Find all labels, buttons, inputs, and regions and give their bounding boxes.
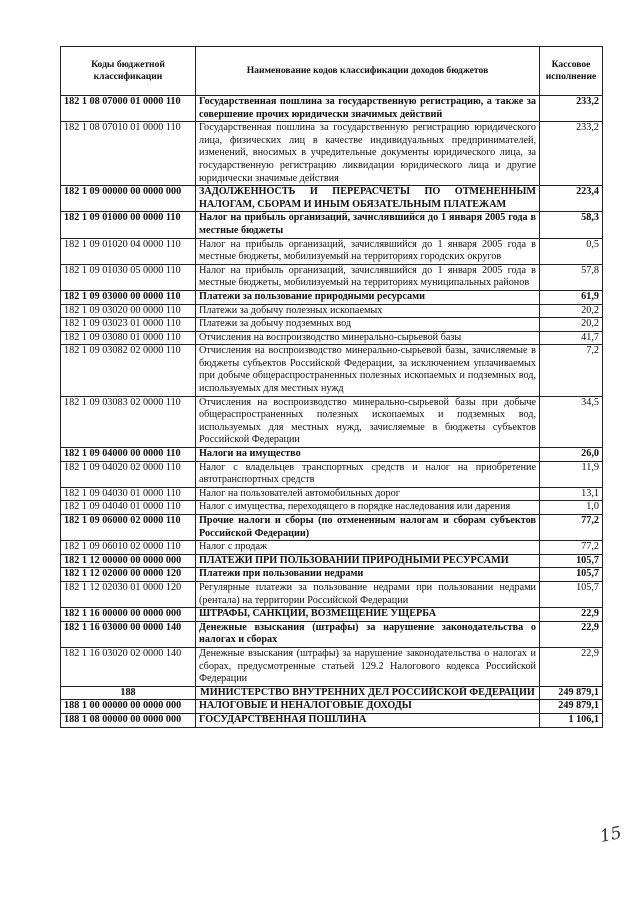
table-row <box>61 501 603 515</box>
code-cell: 182 1 09 03080 01 0000 110 <box>61 331 196 345</box>
table-row <box>61 487 603 501</box>
name-cell: Платежи за добычу полезных ископаемых <box>196 304 540 318</box>
table-row <box>61 212 603 238</box>
amount-cell: 233,2 <box>540 96 603 122</box>
code-cell: 182 1 12 02030 01 0000 120 <box>61 581 196 607</box>
code-cell: 182 1 16 03020 02 0000 140 <box>61 647 196 686</box>
table-row <box>61 96 603 122</box>
amount-cell: 105,7 <box>540 581 603 607</box>
amount-cell: 41,7 <box>540 331 603 345</box>
code-cell: 182 1 09 06000 02 0000 110 <box>61 515 196 541</box>
table-row <box>61 264 603 290</box>
table-row <box>61 515 603 541</box>
code-cell: 182 1 09 06010 02 0000 110 <box>61 541 196 555</box>
code-cell: 182 1 09 04030 01 0000 110 <box>61 487 196 501</box>
table-row <box>61 238 603 264</box>
name-cell: Денежные взыскания (штрафы) за нарушение законодательства о налогах и сборах, предусмотренные статьей 129.2 Налогового кодекса Российской Федерации <box>196 647 540 686</box>
table-row <box>61 568 603 582</box>
table-row <box>61 581 603 607</box>
name-cell: Прочие налоги и сборы (по отмененным налогам и сборам субъектов Российской Федерации) <box>196 515 540 541</box>
amount-cell: 22,9 <box>540 647 603 686</box>
amount-cell: 105,7 <box>540 568 603 582</box>
name-cell: Налог на пользователей автомобильных дорог <box>196 487 540 501</box>
header-name: Наименование кодов классификации доходов бюджетов <box>196 47 540 96</box>
code-cell: 182 1 09 03000 00 0000 110 <box>61 290 196 304</box>
name-cell: Налоги на имущество <box>196 448 540 462</box>
code-cell: 182 1 16 00000 00 0000 000 <box>61 608 196 622</box>
name-cell: Отчисления на воспроизводство минерально-сырьевой базы, зачисляемые в бюджеты субъектов Российской Федерации, за исключением уплачиваемых при добыче общераспространенных полезных ископаемых и подземных вод, используемых для местных нужд <box>196 345 540 396</box>
table-row <box>61 608 603 622</box>
code-cell: 182 1 09 00000 00 0000 000 <box>61 186 196 212</box>
name-cell: Государственная пошлина за государственную регистрацию, а также за совершение прочих юридически значимых действий <box>196 96 540 122</box>
name-cell: Отчисления на воспроизводство минерально-сырьевой базы <box>196 331 540 345</box>
name-cell: Регулярные платежи за пользование недрами при пользовании недрами (рентала) на территории Российской Федерации <box>196 581 540 607</box>
amount-cell: 11,9 <box>540 461 603 487</box>
code-cell: 182 1 09 03083 02 0000 110 <box>61 396 196 447</box>
code-cell: 182 1 08 07010 01 0000 110 <box>61 122 196 186</box>
amount-cell: 22,9 <box>540 621 603 647</box>
name-cell: Налог с продаж <box>196 541 540 555</box>
code-cell: 182 1 16 03000 00 0000 140 <box>61 621 196 647</box>
code-cell: 182 1 09 01000 00 0000 110 <box>61 212 196 238</box>
amount-cell: 249 879,1 <box>540 686 603 700</box>
table-row <box>61 461 603 487</box>
code-cell: 182 1 09 04040 01 0000 110 <box>61 501 196 515</box>
amount-cell: 7,2 <box>540 345 603 396</box>
table-row <box>61 396 603 447</box>
code-cell: 182 1 09 04000 00 0000 110 <box>61 448 196 462</box>
table-row <box>61 713 603 727</box>
code-cell: 188 1 08 00000 00 0000 000 <box>61 713 196 727</box>
code-cell: 182 1 09 04020 02 0000 110 <box>61 461 196 487</box>
name-cell: НАЛОГОВЫЕ И НЕНАЛОГОВЫЕ ДОХОДЫ <box>196 700 540 714</box>
amount-cell: 223,4 <box>540 186 603 212</box>
amount-cell: 57,8 <box>540 264 603 290</box>
table-row <box>61 331 603 345</box>
table-row <box>61 304 603 318</box>
amount-cell: 1,0 <box>540 501 603 515</box>
table-row <box>61 122 603 186</box>
name-cell: Налог на прибыль организаций, зачислявшийся до 1 января 2005 года в местные бюджеты <box>196 212 540 238</box>
code-cell: 188 1 00 00000 00 0000 000 <box>61 700 196 714</box>
page-number: 15 <box>598 822 624 848</box>
table-row <box>61 345 603 396</box>
name-cell: Налог на прибыль организаций, зачислявшийся до 1 января 2005 года в местные бюджеты, мобилизуемый на территориях муниципальных районов <box>196 264 540 290</box>
code-cell: 182 1 09 03020 00 0000 110 <box>61 304 196 318</box>
table-body <box>61 96 603 728</box>
amount-cell: 0,5 <box>540 238 603 264</box>
name-cell: Платежи при пользовании недрами <box>196 568 540 582</box>
amount-cell: 233,2 <box>540 122 603 186</box>
code-cell: 182 1 09 03082 02 0000 110 <box>61 345 196 396</box>
name-cell: ЗАДОЛЖЕННОСТЬ И ПЕРЕРАСЧЕТЫ ПО ОТМЕНЕННЫМ НАЛОГАМ, СБОРАМ И ИНЫМ ОБЯЗАТЕЛЬНЫМ ПЛАТЕЖАМ <box>196 186 540 212</box>
name-cell: Налог с владельцев транспортных средств и налог на приобретение автотранспортных средств <box>196 461 540 487</box>
amount-cell: 77,2 <box>540 515 603 541</box>
table-row <box>61 554 603 568</box>
amount-cell: 20,2 <box>540 304 603 318</box>
code-cell: 182 1 12 02000 00 0000 120 <box>61 568 196 582</box>
table-row <box>61 621 603 647</box>
header-amount: Кассовое исполнение <box>540 47 603 96</box>
budget-revenue-table <box>60 46 603 728</box>
name-cell: МИНИСТЕРСТВО ВНУТРЕННИХ ДЕЛ РОССИЙСКОЙ ФЕДЕРАЦИИ <box>196 686 540 700</box>
amount-cell: 105,7 <box>540 554 603 568</box>
table-row <box>61 700 603 714</box>
name-cell: Денежные взыскания (штрафы) за нарушение законодательства о налогах и сборах <box>196 621 540 647</box>
code-cell: 188 <box>61 686 196 700</box>
amount-cell: 26,0 <box>540 448 603 462</box>
table-row <box>61 647 603 686</box>
code-cell: 182 1 12 00000 00 0000 000 <box>61 554 196 568</box>
amount-cell: 58,3 <box>540 212 603 238</box>
code-cell: 182 1 09 01020 04 0000 110 <box>61 238 196 264</box>
name-cell: ПЛАТЕЖИ ПРИ ПОЛЬЗОВАНИИ ПРИРОДНЫМИ РЕСУРСАМИ <box>196 554 540 568</box>
name-cell: ШТРАФЫ, САНКЦИИ, ВОЗМЕЩЕНИЕ УЩЕРБА <box>196 608 540 622</box>
amount-cell: 20,2 <box>540 318 603 332</box>
table-header-row <box>61 47 603 96</box>
name-cell: Налог на прибыль организаций, зачислявшийся до 1 января 2005 года в местные бюджеты, мобилизуемый на территориях городских округов <box>196 238 540 264</box>
name-cell: Налог с имущества, переходящего в порядке наследования или дарения <box>196 501 540 515</box>
amount-cell: 77,2 <box>540 541 603 555</box>
table-row <box>61 448 603 462</box>
amount-cell: 13,1 <box>540 487 603 501</box>
header-code: Коды бюджетной классификации <box>61 47 196 96</box>
table-row <box>61 541 603 555</box>
table-row <box>61 186 603 212</box>
amount-cell: 34,5 <box>540 396 603 447</box>
table-row <box>61 290 603 304</box>
amount-cell: 22,9 <box>540 608 603 622</box>
amount-cell: 61,9 <box>540 290 603 304</box>
table-row <box>61 318 603 332</box>
code-cell: 182 1 08 07000 01 0000 110 <box>61 96 196 122</box>
name-cell: Отчисления на воспроизводство минерально-сырьевой базы при добыче общераспространенных полезных ископаемых и подземных вод, используемых для местных нужд, зачисляемые в бюджеты субъектов Российской Федерации <box>196 396 540 447</box>
code-cell: 182 1 09 03023 01 0000 110 <box>61 318 196 332</box>
name-cell: ГОСУДАРСТВЕННАЯ ПОШЛИНА <box>196 713 540 727</box>
name-cell: Платежи за пользование природными ресурсами <box>196 290 540 304</box>
amount-cell: 1 106,1 <box>540 713 603 727</box>
name-cell: Платежи за добычу подземных вод <box>196 318 540 332</box>
table-row <box>61 686 603 700</box>
name-cell: Государственная пошлина за государственную регистрацию юридического лица, физических лиц в качестве индивидуальных предпринимателей, изменений, вносимых в учредительные документы юридического лица, за государственную регистрацию ликвидации юридического лица и другие юридически значимые действия <box>196 122 540 186</box>
amount-cell: 249 879,1 <box>540 700 603 714</box>
code-cell: 182 1 09 01030 05 0000 110 <box>61 264 196 290</box>
